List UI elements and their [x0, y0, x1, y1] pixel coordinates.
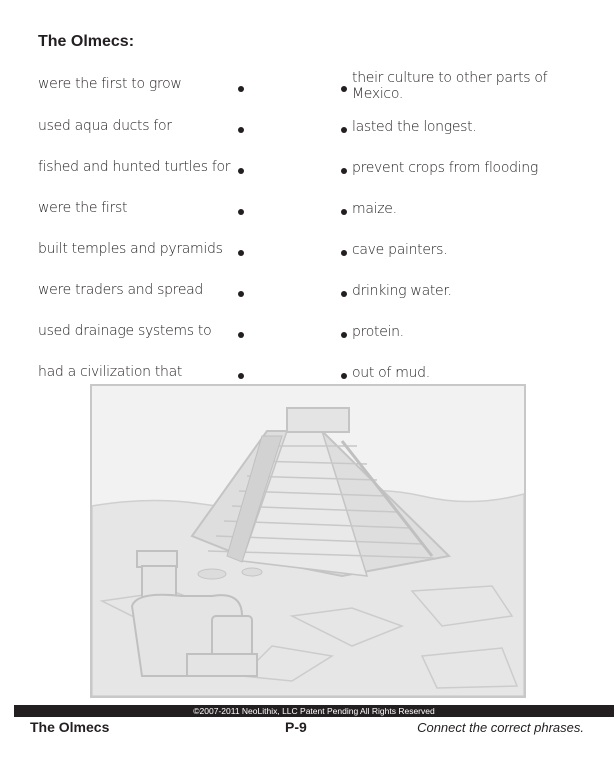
footer-instruction: Connect the correct phrases. [417, 720, 584, 735]
page-number: P-9 [285, 719, 307, 735]
left-phrase-4: were the first [38, 200, 128, 216]
right-phrase-2: lasted the longest. [352, 119, 477, 135]
pyramid-illustration [90, 384, 526, 698]
left-connect-dot-6[interactable] [238, 291, 244, 297]
left-phrase-6: were traders and spread [38, 282, 203, 298]
left-phrase-5: built temples and pyramids [38, 241, 223, 257]
left-connect-dot-4[interactable] [238, 209, 244, 215]
pyramid-image-icon [92, 386, 524, 696]
left-phrase-8: had a civilization that [38, 364, 183, 380]
footer-topic: The Olmecs [30, 719, 110, 735]
right-phrase-8: out of mud. [352, 365, 430, 381]
left-connect-dot-5[interactable] [238, 250, 244, 256]
right-connect-dot-7[interactable] [341, 332, 347, 338]
left-phrase-2: used aqua ducts for [38, 118, 172, 134]
right-connect-dot-5[interactable] [341, 250, 347, 256]
worksheet-title: The Olmecs: [38, 33, 135, 50]
right-connect-dot-4[interactable] [341, 209, 347, 215]
left-connect-dot-1[interactable] [238, 86, 244, 92]
left-connect-dot-2[interactable] [238, 127, 244, 133]
right-connect-dot-3[interactable] [341, 168, 347, 174]
right-phrase-7: protein. [352, 324, 404, 340]
left-connect-dot-8[interactable] [238, 373, 244, 379]
right-phrase-1: their culture to other parts of Mexico. [352, 70, 548, 102]
right-phrase-4: maize. [352, 201, 397, 217]
right-phrase-6: drinking water. [352, 283, 452, 299]
right-connect-dot-6[interactable] [341, 291, 347, 297]
right-connect-dot-8[interactable] [341, 373, 347, 379]
left-phrase-7: used drainage systems to [38, 323, 212, 339]
left-connect-dot-7[interactable] [238, 332, 244, 338]
right-phrase-3: prevent crops from flooding [352, 160, 538, 176]
right-connect-dot-1[interactable] [341, 86, 347, 92]
copyright-bar: ©2007-2011 NeoLithix, LLC Patent Pending All Rights Reserved [14, 705, 614, 717]
left-connect-dot-3[interactable] [238, 168, 244, 174]
right-phrase-5: cave painters. [352, 242, 448, 258]
left-phrase-1: were the first to grow [38, 76, 182, 92]
left-phrase-3: fished and hunted turtles for [38, 159, 231, 175]
right-connect-dot-2[interactable] [341, 127, 347, 133]
